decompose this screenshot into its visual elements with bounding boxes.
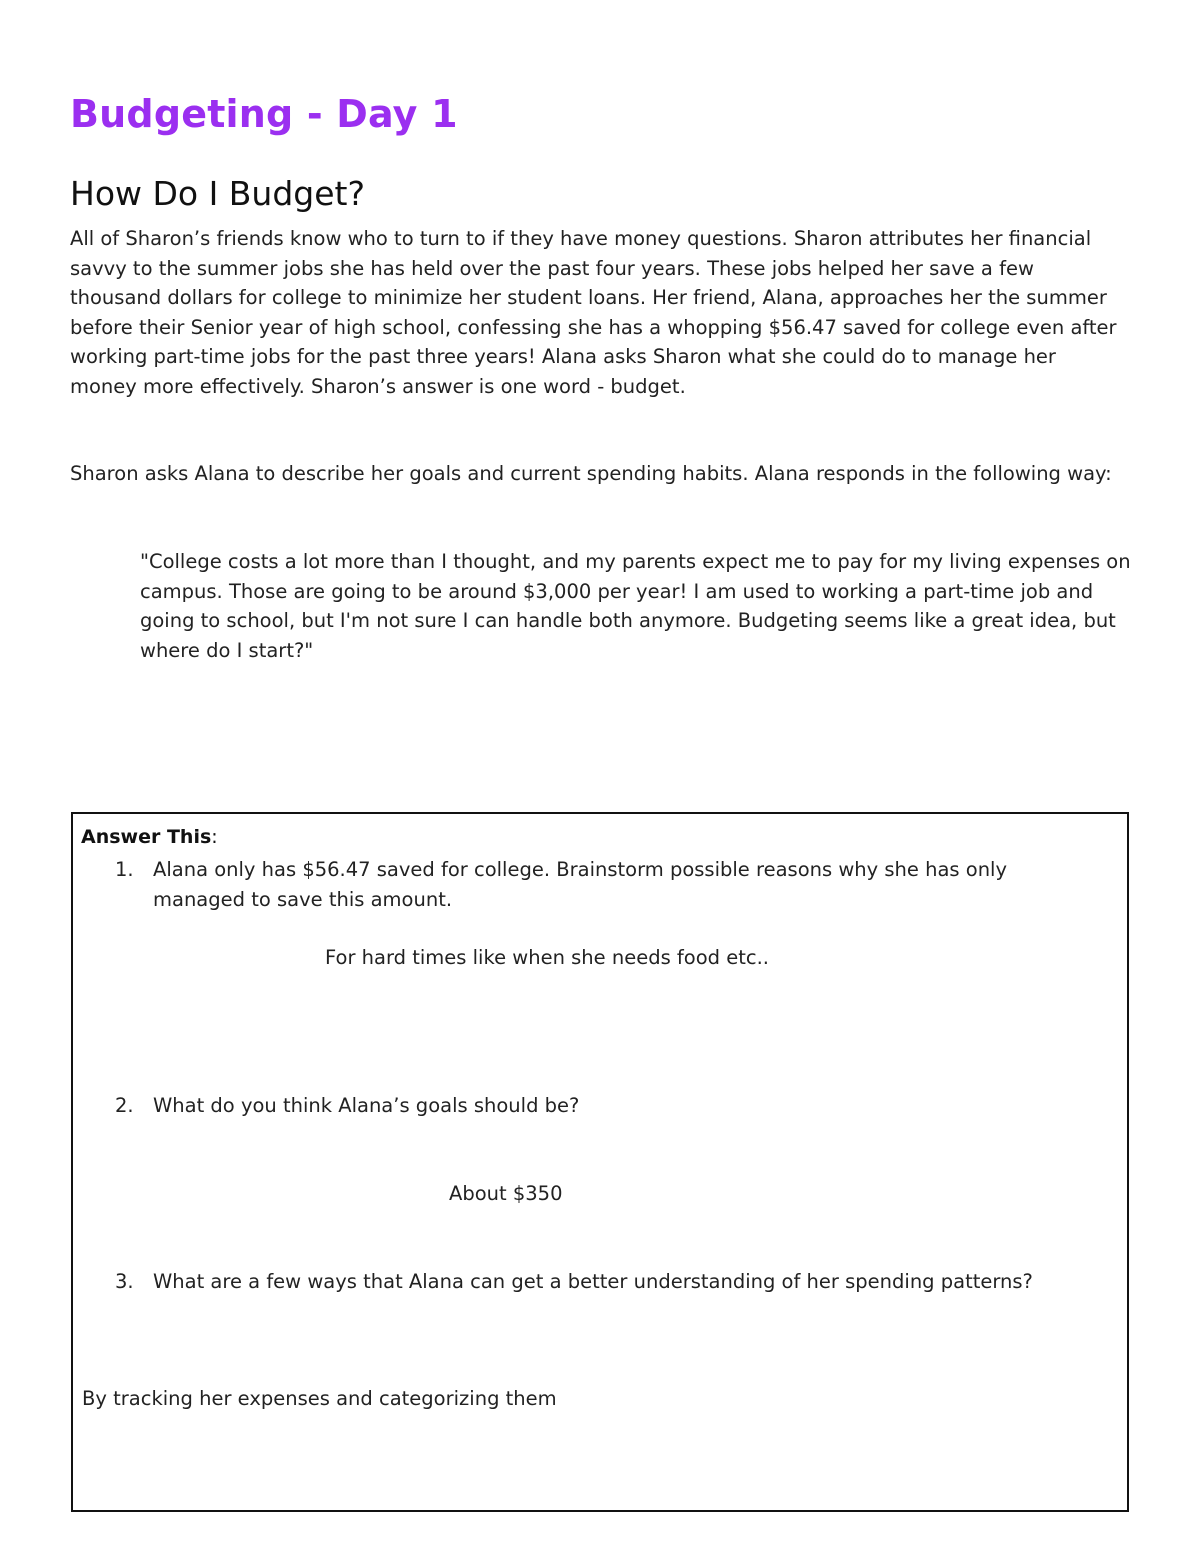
question-1-number: 1. [115,858,134,881]
question-3-number: 3. [115,1270,134,1293]
intro-paragraph: All of Sharon’s friends know who to turn to if they have money questions. Sharon attributes her financial savvy to the summer jobs she has held over the past four years. These jobs helped her save a few thousand dollars for college to minimize her student loans. Her friend, Alana, approaches her the summer before their Senior year of high school, confessing she has a whopping $56.47 saved for college even after working part-time jobs for the past three years! Alana asks Sharon what she could do to manage her money more effectively. Sharon’s answer is one word - budget. [70,227,1117,398]
section-heading: How Do I Budget? [70,174,366,213]
question-3-text: What are a few ways that Alana can get a better understanding of her spending patterns? [153,1270,1033,1293]
answer-3[interactable]: By tracking her expenses and categorizing them [82,1387,557,1410]
answer-1[interactable]: For hard times like when she needs food etc.. [325,946,769,969]
goals-paragraph: Sharon asks Alana to describe her goals and current spending habits. Alana responds in the following way: [70,462,1112,485]
answer-label [81,826,218,848]
answer-label-text: Answer This [81,826,212,848]
alana-quote: "College costs a lot more than I thought, and my parents expect me to pay for my living expenses on campus. Those are going to be around $3,000 per year! I am used to working a part-time job and going to school, but I'm not sure I can handle both anymore. Budgeting seems like a great idea, but where do I start?" [140,550,1131,662]
page-title: Budgeting - Day 1 [70,92,458,136]
answer-2[interactable]: About $350 [449,1182,563,1205]
question-2-number: 2. [115,1094,134,1117]
answer-label-colon: : [211,826,218,848]
answer-box [71,812,1129,1512]
question-1-text: Alana only has $56.47 saved for college. Brainstorm possible reasons why she has only managed to save this amount. [153,858,1008,911]
question-2-text: What do you think Alana’s goals should be? [153,1094,580,1117]
